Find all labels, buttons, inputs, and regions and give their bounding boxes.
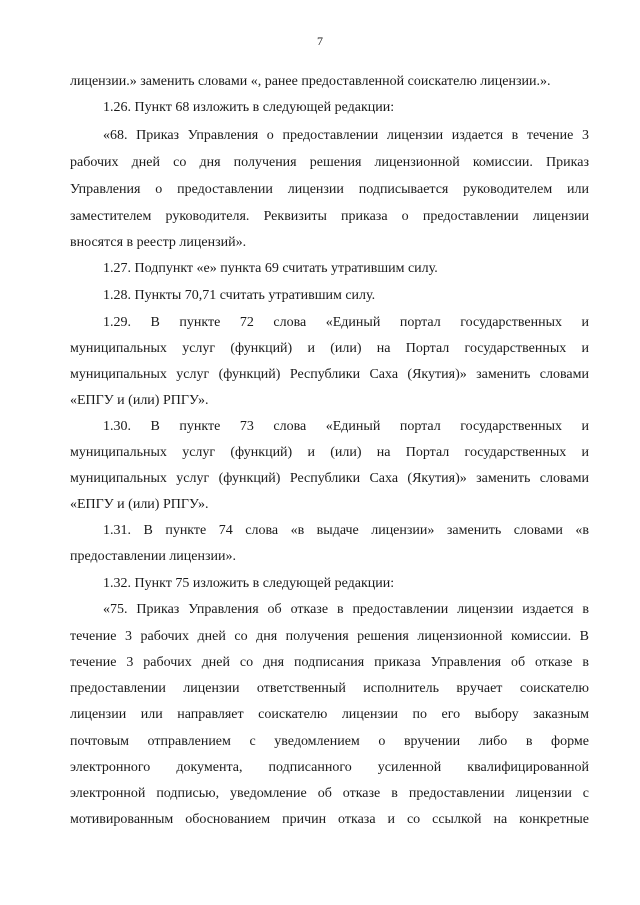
text-line: муниципальных услуг (функций) и (или) на Портал государственных и: [70, 341, 589, 356]
text-line: течение 3 рабочих дней со дня подписания приказа Управления об отказе в: [70, 655, 589, 670]
text-line: 1.27. Подпункт «е» пункта 69 считать утратившим силу.: [103, 261, 438, 276]
text-line: предоставлении лицензии ответственный исполнитель вручает соискателю: [70, 681, 589, 696]
text-line: «ЕПГУ и (или) РПГУ».: [70, 393, 209, 408]
text-line: лицензии или направляет соискателю лицензии по его выбору заказным: [70, 707, 589, 722]
text-line: предоставлении лицензии».: [70, 549, 237, 564]
text-line: электронной подписью, уведомление об отказе в предоставлении лицензии с: [70, 786, 589, 801]
text-line: муниципальных услуг (функций) и (или) на Портал государственных и: [70, 445, 589, 460]
text-line: лицензии.» заменить словами «, ранее предоставленной соискателю лицензии.».: [70, 74, 551, 89]
text-line: «68. Приказ Управления о предоставлении лицензии издается в течение 3: [103, 128, 589, 143]
text-line: электронного документа, подписанного усиленной квалифицированной: [70, 760, 589, 775]
text-line: 1.28. Пункты 70,71 считать утратившим силу.: [103, 288, 376, 303]
text-line: «75. Приказ Управления об отказе в предоставлении лицензии издается в: [103, 602, 589, 617]
text-line: 1.31. В пункте 74 слова «в выдаче лицензии» заменить словами «в: [103, 523, 589, 538]
text-line: «ЕПГУ и (или) РПГУ».: [70, 497, 209, 512]
text-line: муниципальных услуг (функций) Республики Саха (Якутия)» заменить словами: [70, 471, 589, 486]
text-line: 1.29. В пункте 72 слова «Единый портал государственных и: [103, 315, 589, 330]
text-line: заместителем руководителя. Реквизиты приказа о предоставлении лицензии: [70, 209, 589, 224]
text-line: 1.30. В пункте 73 слова «Единый портал государственных и: [103, 419, 589, 434]
text-line: течение 3 рабочих дней со дня получения решения лицензионной комиссии. В: [70, 629, 589, 644]
page-number: 7: [317, 34, 323, 48]
text-line: мотивированным обоснованием причин отказа и со ссылкой на конкретные: [70, 812, 589, 827]
text-line: 1.32. Пункт 75 изложить в следующей редакции:: [103, 576, 395, 591]
text-line: рабочих дней со дня получения решения лицензионной комиссии. Приказ: [70, 155, 589, 170]
text-line: муниципальных услуг (функций) Республики Саха (Якутия)» заменить словами: [70, 367, 589, 382]
text-line: Управления о предоставлении лицензии подписывается руководителем или: [70, 182, 589, 197]
text-line: вносятся в реестр лицензий».: [70, 235, 247, 250]
text-line: 1.26. Пункт 68 изложить в следующей редакции:: [103, 100, 395, 115]
text-line: почтовым отправлением с уведомлением о вручении либо в форме: [70, 734, 589, 749]
